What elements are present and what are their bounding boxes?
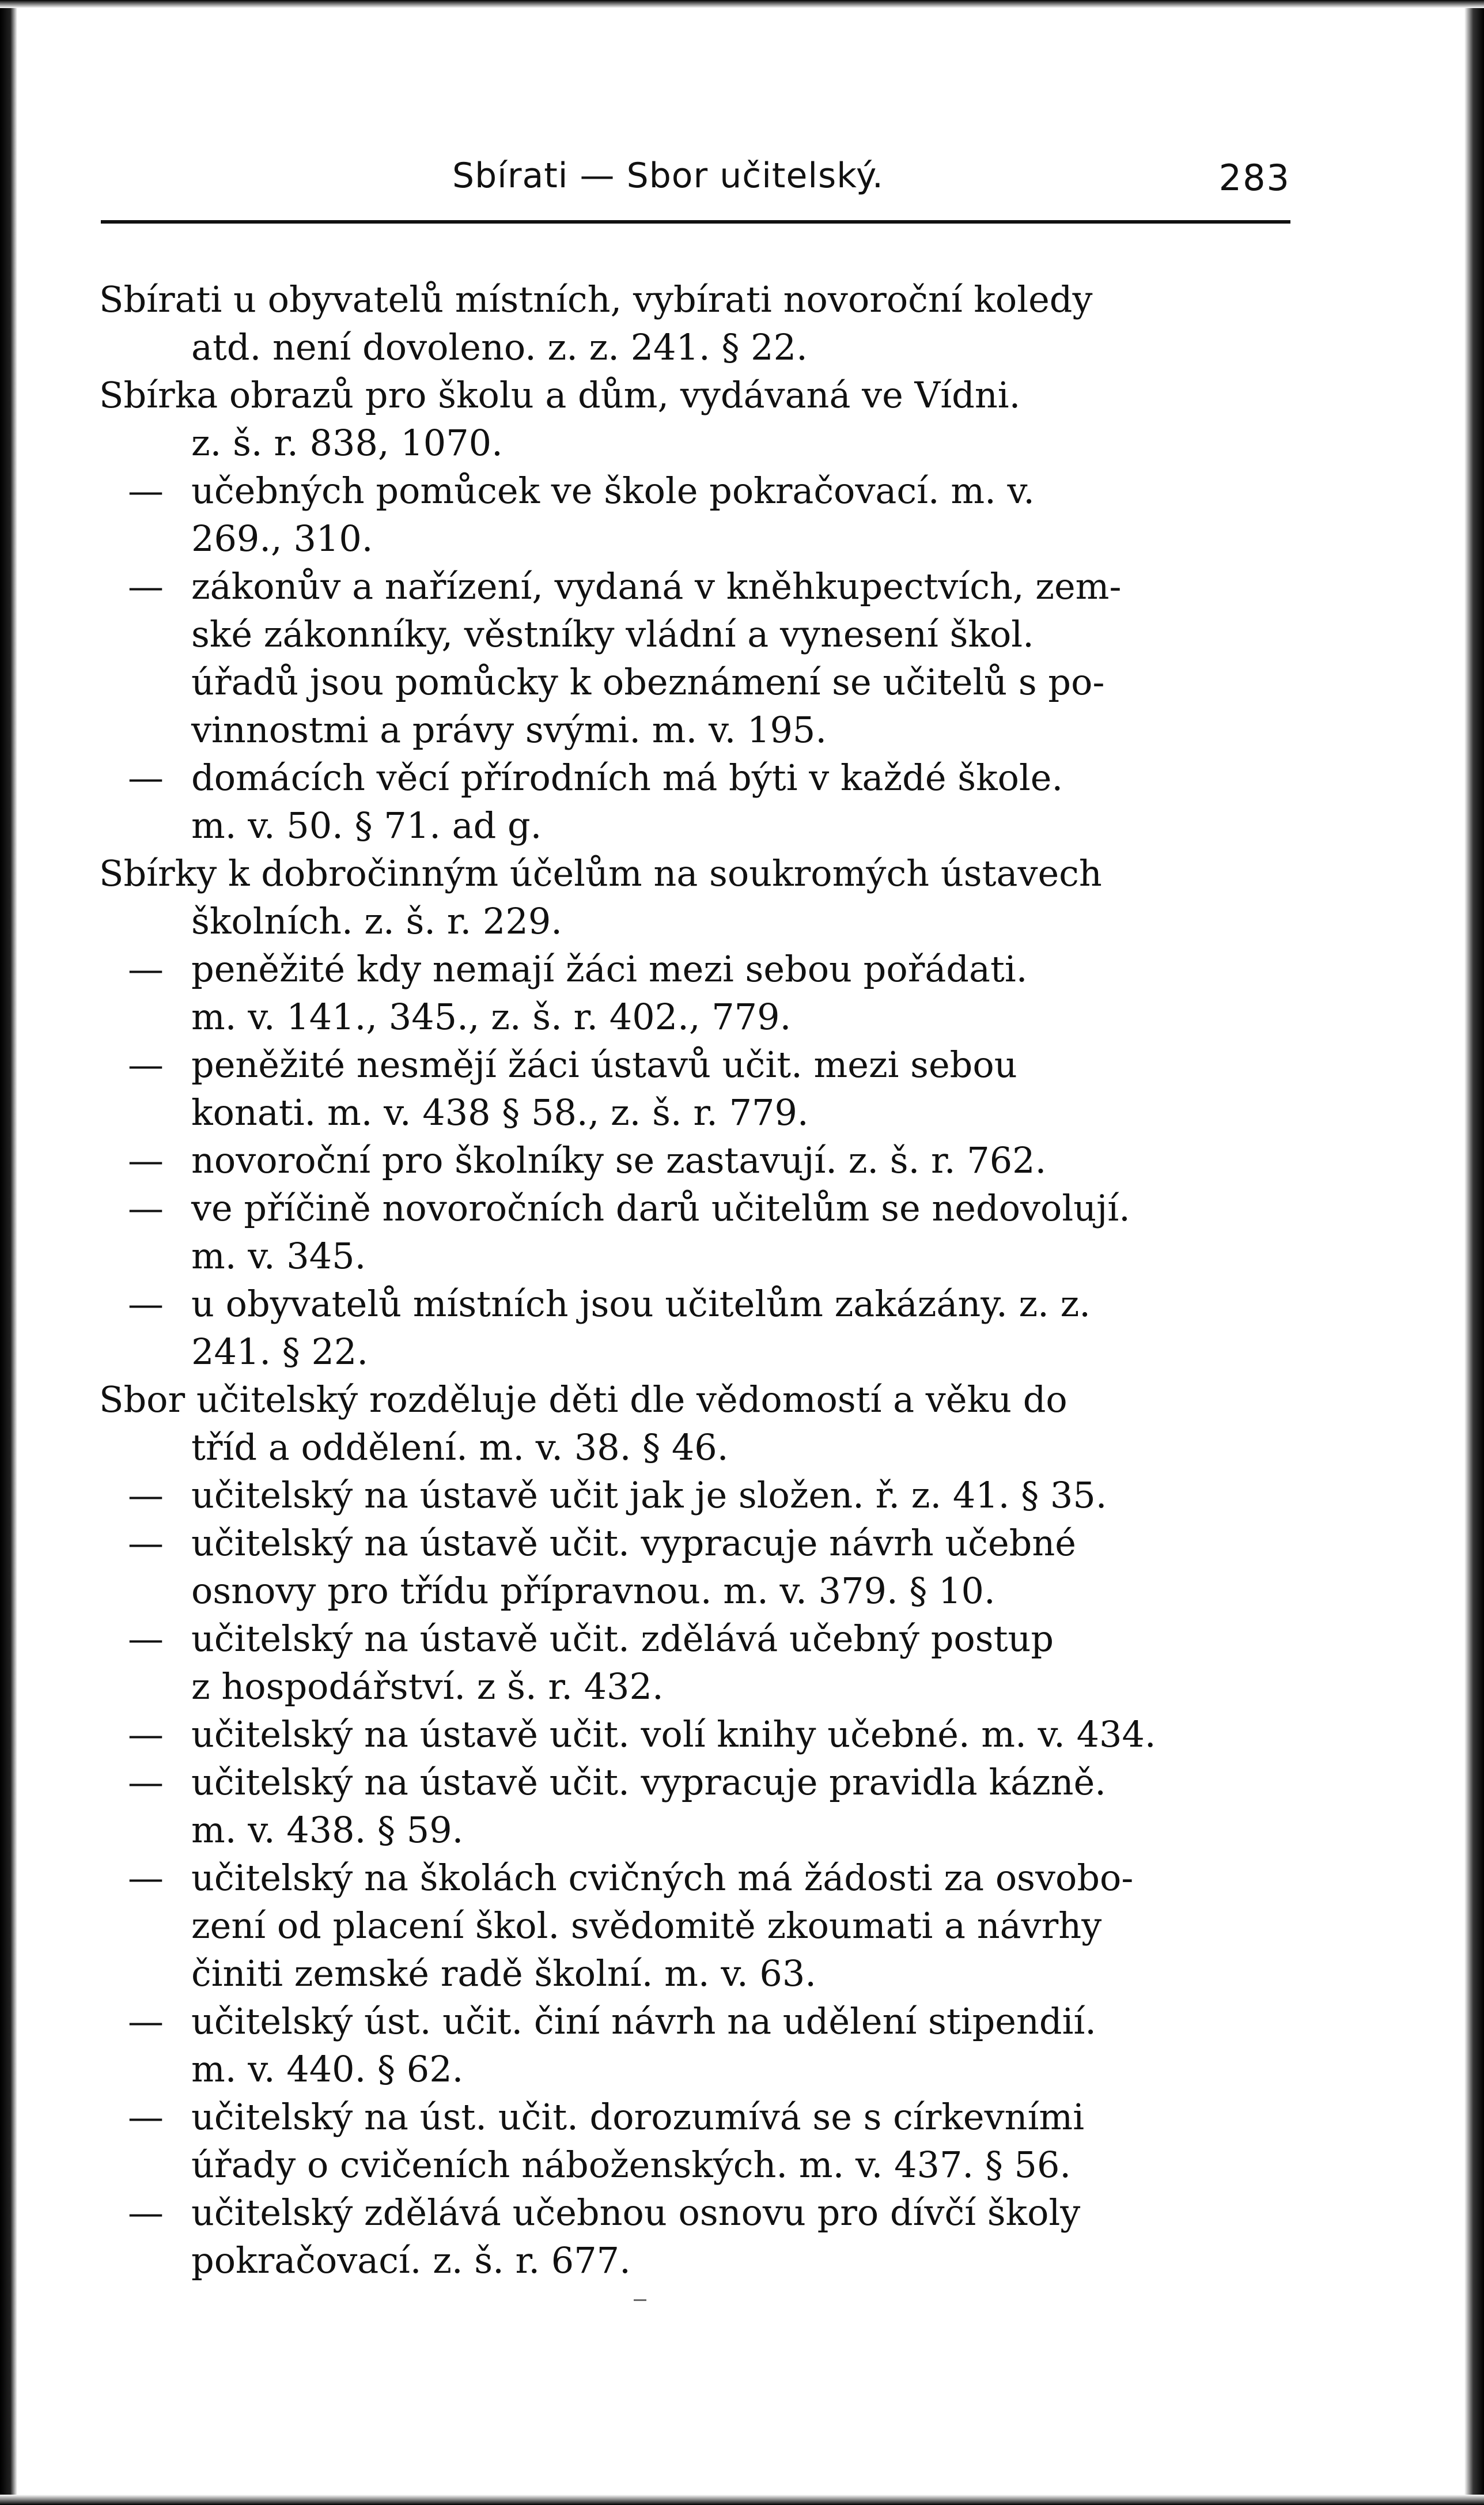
index-entry bbox=[99, 275, 1300, 371]
running-title: Sbírati — Sbor učitelský. bbox=[452, 156, 884, 196]
index-entries bbox=[99, 275, 1300, 2284]
entry-line: zákonův a nařízení, vydaná v kněhkupectvích, zem- bbox=[191, 565, 1122, 607]
entry-line: 241. § 22. bbox=[191, 1331, 369, 1373]
entry-line: tříd a oddělení. m. v. 38. § 46. bbox=[191, 1426, 729, 1468]
header-rule bbox=[101, 220, 1290, 224]
entry-line: ve příčině novoročních darů učitelům se nedovolují. bbox=[191, 1187, 1130, 1229]
entry-dash: — bbox=[128, 1857, 164, 1899]
entry-line: u obyvatelů místních jsou učitelům zakázány. z. z. bbox=[191, 1283, 1091, 1325]
page-header bbox=[101, 156, 1296, 207]
entry-line: učitelský na školách cvičných má žádosti za osvobo- bbox=[191, 1857, 1134, 1899]
index-subentry bbox=[99, 1997, 1300, 2093]
entry-dash: — bbox=[128, 1713, 164, 1755]
index-entry bbox=[99, 371, 1300, 467]
entry-line: z. š. r. 838, 1070. bbox=[191, 422, 503, 464]
entry-line: Sbor učitelský rozděluje děti dle vědomostí a věku do bbox=[99, 1378, 1067, 1420]
entry-line: novoroční pro školníky se zastavují. z. š. r. 762. bbox=[191, 1139, 1047, 1181]
entry-line: 269., 310. bbox=[191, 517, 373, 560]
entry-line: ské zákonníky, věstníky vládní a vynesení škol. bbox=[191, 613, 1034, 655]
entry-dash: — bbox=[128, 1761, 164, 1803]
entry-line: učitelský na ústavě učit. vypracuje návrh učebné bbox=[191, 1522, 1076, 1564]
entry-line: učitelský na ústavě učit. volí knihy učebné. m. v. 434. bbox=[191, 1713, 1156, 1755]
entry-line: m. v. 141., 345., z. š. r. 402., 779. bbox=[191, 996, 792, 1038]
entry-line: peněžité nesmějí žáci ústavů učit. mezi sebou bbox=[191, 1044, 1017, 1086]
index-subentry bbox=[99, 562, 1300, 754]
index-subentry bbox=[99, 1710, 1300, 1758]
index-subentry bbox=[99, 2093, 1300, 2189]
entry-dash: — bbox=[128, 757, 164, 799]
entry-dash: — bbox=[128, 948, 164, 990]
entry-line: Sbírky k dobročinným účelům na soukromých ústavech bbox=[99, 852, 1102, 894]
entry-dash: — bbox=[128, 1618, 164, 1660]
entry-dash: — bbox=[128, 1474, 164, 1516]
entry-dash: — bbox=[128, 2000, 164, 2042]
entry-line: činiti zemské radě školní. m. v. 63. bbox=[191, 1952, 816, 1994]
entry-dash: — bbox=[128, 470, 164, 512]
entry-line: zení od placení škol. svědomitě zkoumati a návrhy bbox=[191, 1905, 1102, 1947]
index-subentry bbox=[99, 1615, 1300, 1710]
entry-line: z hospodářství. z š. r. 432. bbox=[191, 1665, 664, 1707]
entry-line: Sbírka obrazů pro školu a dům, vydávaná ve Vídni. bbox=[99, 374, 1021, 416]
entry-dash: — bbox=[128, 2192, 164, 2234]
entry-dash: — bbox=[128, 1187, 164, 1229]
entry-line: učitelský na ústavě učit. zdělává učebný postup bbox=[191, 1618, 1054, 1660]
index-subentry bbox=[99, 467, 1300, 562]
index-subentry bbox=[99, 1519, 1300, 1615]
entry-line: učitelský úst. učit. činí návrh na udělení stipendií. bbox=[191, 2000, 1096, 2042]
index-subentry bbox=[99, 945, 1300, 1041]
entry-line: učitelský na ústavě učit. vypracuje pravidla kázně. bbox=[191, 1761, 1106, 1803]
entry-line: m. v. 440. § 62. bbox=[191, 2048, 464, 2090]
page-edge-bottom bbox=[0, 2495, 1484, 2505]
entry-line: vinnostmi a právy svými. m. v. 195. bbox=[191, 709, 827, 751]
index-subentry bbox=[99, 754, 1300, 849]
page-edge-right bbox=[1464, 0, 1484, 2505]
entry-line: učitelský zdělává učebnou osnovu pro dívčí školy bbox=[191, 2192, 1081, 2234]
index-subentry bbox=[99, 1471, 1300, 1519]
entry-line: peněžité kdy nemají žáci mezi sebou pořádati. bbox=[191, 948, 1028, 990]
entry-line: pokračovací. z. š. r. 677. bbox=[191, 2239, 631, 2281]
index-subentry bbox=[99, 1280, 1300, 1376]
index-entry bbox=[99, 1376, 1300, 1471]
entry-line: osnovy pro třídu přípravnou. m. v. 379. § 10. bbox=[191, 1570, 995, 1612]
entry-dash: — bbox=[128, 1044, 164, 1086]
entry-line: úřadů jsou pomůcky k obeznámení se učitelů s po- bbox=[191, 661, 1105, 703]
entry-line: Sbírati u obyvatelů místních, vybírati novoroční koledy bbox=[99, 278, 1093, 320]
entry-line: školních. z. š. r. 229. bbox=[191, 900, 562, 942]
entry-line: m. v. 345. bbox=[191, 1235, 366, 1277]
index-subentry bbox=[99, 1758, 1300, 1854]
stray-ink-mark bbox=[634, 2299, 646, 2301]
entry-dash: — bbox=[128, 1522, 164, 1564]
page-edge-left bbox=[0, 0, 17, 2505]
page-number: 283 bbox=[1218, 157, 1290, 199]
entry-line: m. v. 50. § 71. ad g. bbox=[191, 804, 542, 847]
entry-dash: — bbox=[128, 2096, 164, 2138]
index-subentry bbox=[99, 1041, 1300, 1136]
entry-line: atd. není dovoleno. z. z. 241. § 22. bbox=[191, 326, 808, 368]
index-entry bbox=[99, 849, 1300, 945]
entry-line: m. v. 438. § 59. bbox=[191, 1809, 464, 1851]
entry-line: učitelský na ústavě učit jak je složen. ř. z. 41. § 35. bbox=[191, 1474, 1107, 1516]
entry-dash: — bbox=[128, 1139, 164, 1181]
entry-dash: — bbox=[128, 1283, 164, 1325]
index-subentry bbox=[99, 1184, 1300, 1280]
entry-dash: — bbox=[128, 565, 164, 607]
entry-line: úřady o cvičeních náboženských. m. v. 437. § 56. bbox=[191, 2144, 1072, 2186]
index-subentry bbox=[99, 1136, 1300, 1184]
entry-line: domácích věcí přírodních má býti v každé škole. bbox=[191, 757, 1063, 799]
entry-line: konati. m. v. 438 § 58., z. š. r. 779. bbox=[191, 1091, 809, 1134]
index-subentry bbox=[99, 2189, 1300, 2284]
page-edge-top bbox=[0, 0, 1484, 8]
index-subentry bbox=[99, 1854, 1300, 1997]
entry-line: učitelský na úst. učit. dorozumívá se s církevními bbox=[191, 2096, 1085, 2138]
entry-line: učebných pomůcek ve škole pokračovací. m. v. bbox=[191, 470, 1035, 512]
